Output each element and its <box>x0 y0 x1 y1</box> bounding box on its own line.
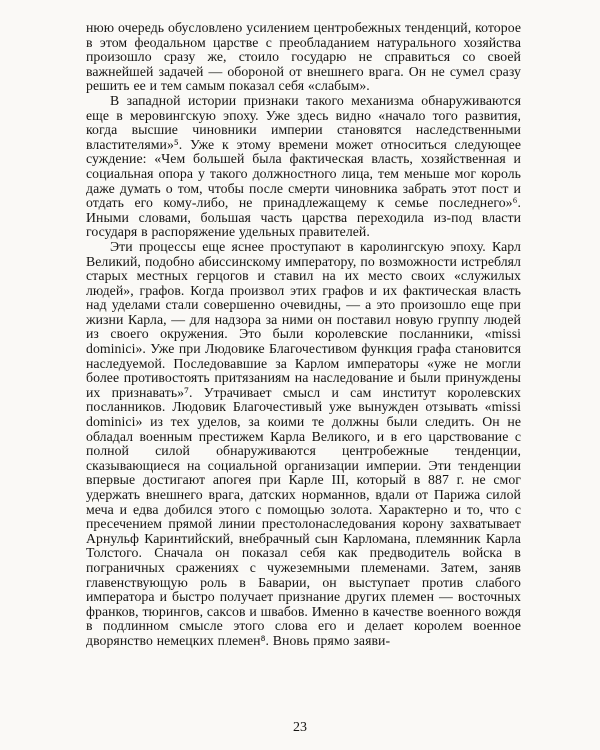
paragraph-carolingian: Эти процессы еще яснее проступают в каролингскую эпоху. Карл Великий, подобно абиссинскому императору, по возможности истреблял старых местных герцогов и ставил на их место своих «служилых людей», графов. Когда произвол этих графов и их фактическая власть над уделами стали совершенно очевидны, — а это произошло еще при жизни Карла, — для надзора за ними он поставил новую группу людей из своего окружения. Это были королевские посланники, «missi dominici». Уже при Людовике Благочестивом функция графа становится наследуемой. Последовавшие за Карлом императоры «уже не могли более противостоять притязаниям на наследование и были принуждены их признавать»⁷. Утрачивает смысл и сам институт королевских посланников. Людовик Благочестивый уже вынужден отзывать «missi dominici» из тех уделов, за коими те должны были следить. Он не обладал военным престижем Карла Великого, и в его царствование с полной силой обнаруживаются центробежные тенденции, сказывающиеся на социальной организации империи. Эти тенденции впервые достигают апогея при Карле III, который в 887 г. не смог удержать внешнего врага, датских норманнов, вдали от Парижа силой меча и едва добился этого с помощью золота. Характерно и то, что с пресечением прямой линии престолонаследования корону захватывает Арнульф Каринтийский, внебрачный сын Карломана, племянник Карла Толстого. Сначала он показал себя как предводитель войска в пограничных сражениях с чужеземными племенами. Затем, заняв главенствующую роль в Баварии, он выступает против слабого императора и быстро получает признание других племен — восточных франков, тюрингов, саксов и швабов. Именно в качестве военного вождя в подлинном смысле этого слова его и делает королем военное дворянство немецких племен⁸. Вновь прямо заяви- <box>86 238 521 648</box>
paragraph-continuation: нюю очередь обусловлено усилением центробежных тенденций, которое в этом феодальном царстве с преобладанием натурального хозяйства произошло сразу же, стоило государю не справиться со своей важнейшей задачей — обороной от внешнего врага. Он не сумел сразу решить ее и тем самым показал себя «слабым». <box>86 20 521 94</box>
page-number: 23 <box>293 720 307 735</box>
body-text <box>86 21 521 649</box>
paragraph-merovingian: В западной истории признаки такого механизма обнаруживаются еще в меровингскую эпоху. Уже здесь видно «начало того развития, когда высшие чиновники империи становятся наследственными властителями»⁵. Уже к этому времени может относиться следующее суждение: «Чем большей была фактическая власть, хозяйственная и социальная опора у такого должностного лица, тем меньше мог король даже думать о том, чтобы после смерти чиновника забрать этот пост и отдать его кому-либо, не принадлежащему к семье последнего»⁶. Иными словами, большая часть царства переходила из-под власти государя в распоряжение удельных правителей. <box>86 92 521 240</box>
